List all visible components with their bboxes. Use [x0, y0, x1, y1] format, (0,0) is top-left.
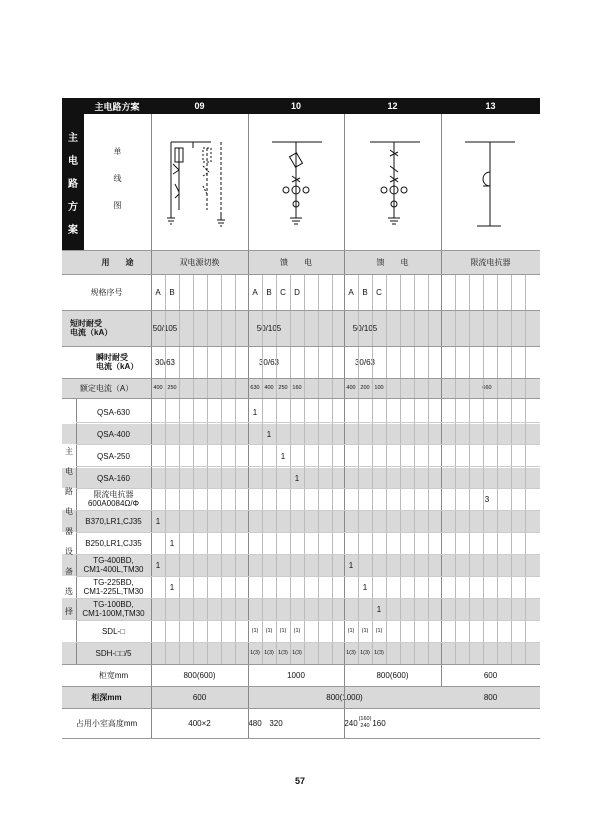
- rated-10-b: 400: [264, 384, 274, 391]
- sdh-val: 1(3): [346, 649, 356, 656]
- equip-side-char: 器: [65, 526, 73, 536]
- peak-label: [96, 346, 150, 378]
- sdh-val: 1(3): [360, 649, 370, 656]
- equipment-side-title: [62, 398, 76, 664]
- spec-09-a: A: [155, 287, 161, 297]
- equip-row-line: [76, 576, 540, 577]
- sub-grid-line: [179, 378, 180, 664]
- sub-grid-line: [428, 274, 429, 378]
- sub-grid-line: [221, 378, 222, 664]
- sub-grid-line: [400, 274, 401, 378]
- scheme-09-header: 09: [151, 98, 248, 114]
- equip-name-b370: B370,LR1,CJ35: [85, 516, 142, 526]
- sub-grid-line: [235, 378, 236, 664]
- equip-row-line: [76, 642, 540, 643]
- sub-grid-line: [386, 274, 387, 378]
- spec-label: 规格序号: [90, 287, 123, 297]
- sub-grid-line: [469, 274, 470, 378]
- sub-grid-line: [511, 378, 512, 664]
- width-12: 800(600): [376, 670, 409, 680]
- sub-grid-line: [318, 378, 319, 664]
- sdl-val: (1): [347, 627, 355, 634]
- spec-10-b: B: [266, 287, 272, 297]
- spec-10-a: A: [252, 287, 258, 297]
- sub-grid-line: [469, 378, 470, 664]
- equip-name-line: 600A0084Ω/Φ: [87, 499, 140, 508]
- equip-name-line: TG-100BD,: [93, 600, 134, 609]
- height-12-b-line: (160): [358, 716, 372, 722]
- sub-grid-line: [483, 378, 484, 664]
- equip-name-tg225: [76, 576, 151, 598]
- short-time-label: [70, 310, 150, 346]
- equip-row-line: [76, 422, 540, 423]
- sub-grid-line: [193, 378, 194, 664]
- equip-row-line: [76, 466, 540, 467]
- short-time-12: 50/105: [352, 323, 378, 333]
- rated-09-a: 400: [153, 384, 163, 391]
- peak-label-line: 电流（kA）: [96, 362, 139, 371]
- equip-name-line: TG-225BD,: [93, 578, 134, 587]
- grid-line: [62, 378, 540, 379]
- sub-grid-line: [304, 378, 305, 664]
- sub-grid-line: [221, 274, 222, 378]
- equip-name-tg400: [76, 554, 151, 576]
- peak-09: 30/63: [154, 357, 176, 367]
- equip-name-line: 限流电抗器: [93, 490, 134, 499]
- equip-row-line: [76, 620, 540, 621]
- sub-grid-line: [455, 274, 456, 378]
- spec-12-a: A: [348, 287, 354, 297]
- grid-line: [62, 664, 540, 665]
- equip-row-line: [76, 510, 540, 511]
- grid-line: [62, 686, 540, 687]
- width-13: 600: [483, 670, 498, 680]
- sdh-val: 1(3): [278, 649, 288, 656]
- sub-grid-line: [428, 378, 429, 664]
- sub-grid-line: [497, 378, 498, 664]
- sdh-val: 1(3): [250, 649, 260, 656]
- sub-grid-line: [332, 378, 333, 664]
- diagram-label-char: 图: [113, 200, 122, 210]
- sdl-val: (1): [265, 627, 273, 634]
- short-time-10: 50/105: [256, 323, 282, 333]
- width-09: 800(600): [183, 670, 216, 680]
- sub-grid-line: [386, 378, 387, 664]
- sdh-val: 1(3): [374, 649, 384, 656]
- equip-val: 1: [169, 538, 175, 548]
- sub-grid-line: [525, 274, 526, 378]
- rated-12-c: 100: [374, 384, 384, 391]
- sdl-val: (1): [375, 627, 383, 634]
- equip-name-line: CM1-225L,TM30: [83, 587, 144, 596]
- equip-side-char: 路: [65, 486, 73, 496]
- height-10-a: 480: [248, 718, 262, 728]
- depth-10-12: 800(1000): [326, 692, 363, 702]
- sdl-val: (1): [293, 627, 301, 634]
- grid-line: [62, 310, 540, 311]
- equip-side-char: 电: [65, 506, 73, 516]
- usage-09: 双电源切换: [179, 257, 220, 267]
- equip-name-reactor: [76, 488, 151, 510]
- equip-name-sdl: SDL-□: [101, 626, 126, 636]
- equip-name-tg100: [76, 598, 151, 620]
- equip-val: 1: [348, 560, 354, 570]
- short-time-label-line: 短时耐受: [70, 319, 102, 328]
- sdh-val: 1(3): [292, 649, 302, 656]
- sub-grid-line: [372, 378, 373, 664]
- height-10-b: 320: [269, 718, 283, 728]
- main-circuit-sidebar: [62, 114, 84, 250]
- diagram-12: [344, 114, 441, 250]
- sub-grid-line: [165, 274, 166, 378]
- depth-13: 800: [483, 692, 498, 702]
- sub-grid-line: [290, 378, 291, 664]
- rated-label: 额定电流（A）: [79, 383, 134, 393]
- scheme-13-header: 13: [441, 98, 540, 114]
- sub-grid-line: [276, 274, 277, 378]
- usage-label: 用 途: [101, 257, 134, 267]
- sdh-val: 1(3): [264, 649, 274, 656]
- grid-line: [248, 114, 249, 738]
- equip-row-line: [76, 488, 540, 489]
- usage-10: 馈 电: [280, 257, 312, 267]
- header-label: 主电路方案: [84, 98, 150, 114]
- height-12-a: 240: [344, 718, 358, 728]
- equip-val: 1: [252, 407, 258, 417]
- grid-line: [62, 274, 540, 275]
- spec-09-b: B: [169, 287, 175, 297]
- sub-grid-line: [358, 274, 359, 378]
- grid-line: [62, 346, 540, 347]
- equip-name-sdh: SDH-□□/5: [95, 648, 132, 658]
- sub-grid-line: [358, 378, 359, 664]
- equip-val: 1: [294, 473, 300, 483]
- sub-grid-line: [332, 274, 333, 378]
- sub-grid-line: [262, 274, 263, 378]
- sub-grid-line: [165, 378, 166, 664]
- width-label: 柜宽mm: [98, 670, 129, 680]
- usage-12: 馈 电: [376, 257, 409, 267]
- peak-10: 30/63: [258, 357, 280, 367]
- sub-grid-line: [235, 274, 236, 378]
- equip-name-b250: B250,LR1,CJ35: [85, 538, 142, 548]
- equip-val: 1: [169, 582, 175, 592]
- sub-grid-line: [414, 274, 415, 378]
- spec-12-c: C: [376, 287, 382, 297]
- grid-line: [62, 708, 540, 709]
- page-number: 57: [294, 776, 305, 786]
- equip-val: 1: [266, 429, 272, 439]
- equip-val: 1: [376, 604, 382, 614]
- sub-grid-line: [483, 274, 484, 378]
- diagram-13: [441, 114, 540, 250]
- equip-row-line: [76, 554, 540, 555]
- spec-10-d: D: [294, 287, 300, 297]
- single-line-diagram-label: [84, 138, 151, 218]
- sub-grid-line: [262, 378, 263, 664]
- peak-12: 30/63: [354, 357, 376, 367]
- peak-label-line: 瞬时耐受: [96, 353, 128, 362]
- equip-name-qsa630: QSA-630: [97, 407, 130, 417]
- grid-line: [441, 114, 442, 686]
- equip-name-line: CM1-400L,TM30: [83, 565, 144, 574]
- equip-val: 1: [280, 451, 286, 461]
- sub-grid-line: [455, 378, 456, 664]
- sub-grid-line: [414, 378, 415, 664]
- rated-10-a: 630: [250, 384, 260, 391]
- sidebar-char: 案: [68, 224, 78, 236]
- sub-grid-line: [400, 378, 401, 664]
- scheme-10-header: 10: [248, 98, 344, 114]
- rated-12-b: 200: [360, 384, 370, 391]
- height-12-b-line: 240: [360, 723, 370, 729]
- height-09: 400×2: [188, 718, 211, 728]
- scheme-12-header: 12: [344, 98, 441, 114]
- sub-grid-line: [193, 274, 194, 378]
- height-label: 占用小室高度mm: [75, 718, 138, 728]
- sdl-val: (1): [361, 627, 369, 634]
- grid-line: [62, 398, 540, 399]
- depth-09: 600: [192, 692, 207, 702]
- sub-grid-line: [304, 274, 305, 378]
- short-time-label-line: 电流（kA）: [70, 328, 113, 337]
- sub-grid-line: [276, 378, 277, 664]
- sidebar-char: 电: [68, 155, 78, 167]
- equip-side-char: 电: [65, 466, 73, 476]
- short-time-09: 50/105: [152, 323, 178, 333]
- sidebar-char: 主: [68, 132, 78, 144]
- diagram-label-char: 单: [113, 146, 122, 156]
- equip-row-line: [76, 532, 540, 533]
- rated-12-a: 400: [346, 384, 356, 391]
- grid-line: [76, 398, 77, 664]
- grid-line: [151, 114, 152, 738]
- sdl-val: (1): [251, 627, 259, 634]
- equip-side-char: 设: [65, 546, 73, 556]
- rated-10-d: 160: [292, 384, 302, 391]
- width-10: 1000: [287, 670, 305, 680]
- equip-row-line: [76, 598, 540, 599]
- diagram-09: [151, 114, 248, 250]
- equip-val: 1: [362, 582, 368, 592]
- depth-label: 柜深mm: [91, 692, 122, 702]
- height-12-c: 160: [372, 718, 386, 728]
- sub-grid-line: [290, 274, 291, 378]
- grid-line: [344, 114, 345, 738]
- sub-grid-line: [207, 378, 208, 664]
- equip-side-char: 择: [65, 606, 73, 616]
- diagram-10: [248, 114, 344, 250]
- equip-side-char: 选: [65, 586, 73, 596]
- sub-grid-line: [497, 274, 498, 378]
- rated-10-c: 250: [278, 384, 288, 391]
- sub-grid-line: [372, 274, 373, 378]
- sidebar-char: 方: [68, 201, 78, 213]
- spec-10-c: C: [280, 287, 286, 297]
- equip-row-line: [76, 444, 540, 445]
- sub-grid-line: [318, 274, 319, 378]
- equip-name-qsa160: QSA-160: [97, 473, 130, 483]
- sub-grid-line: [179, 274, 180, 378]
- equip-val: 1: [155, 560, 161, 570]
- sdl-val: (1): [279, 627, 287, 634]
- equip-name-qsa400: QSA-400: [97, 429, 130, 439]
- sub-grid-line: [525, 378, 526, 664]
- height-12-b: [358, 708, 372, 738]
- rated-09-b: 250: [167, 384, 177, 391]
- sub-grid-line: [207, 274, 208, 378]
- grid-line: [62, 250, 540, 251]
- sidebar-char: 路: [68, 178, 78, 190]
- equip-name-line: CM1-100M,TM30: [82, 609, 145, 618]
- equip-side-char: 主: [65, 446, 73, 456]
- spec-12-b: B: [362, 287, 368, 297]
- equip-name-qsa250: QSA-250: [97, 451, 130, 461]
- diagram-label-char: 线: [113, 173, 122, 183]
- equip-val: 3: [484, 494, 490, 504]
- equipment-spec-table: [62, 98, 540, 738]
- rated-13: 660: [482, 384, 492, 391]
- sub-grid-line: [511, 274, 512, 378]
- grid-line: [62, 738, 540, 739]
- usage-13: 限流电抗器: [470, 257, 511, 267]
- equip-val: 1: [155, 516, 161, 526]
- equip-side-char: 备: [65, 566, 73, 576]
- equip-name-line: TG-400BD,: [93, 556, 134, 565]
